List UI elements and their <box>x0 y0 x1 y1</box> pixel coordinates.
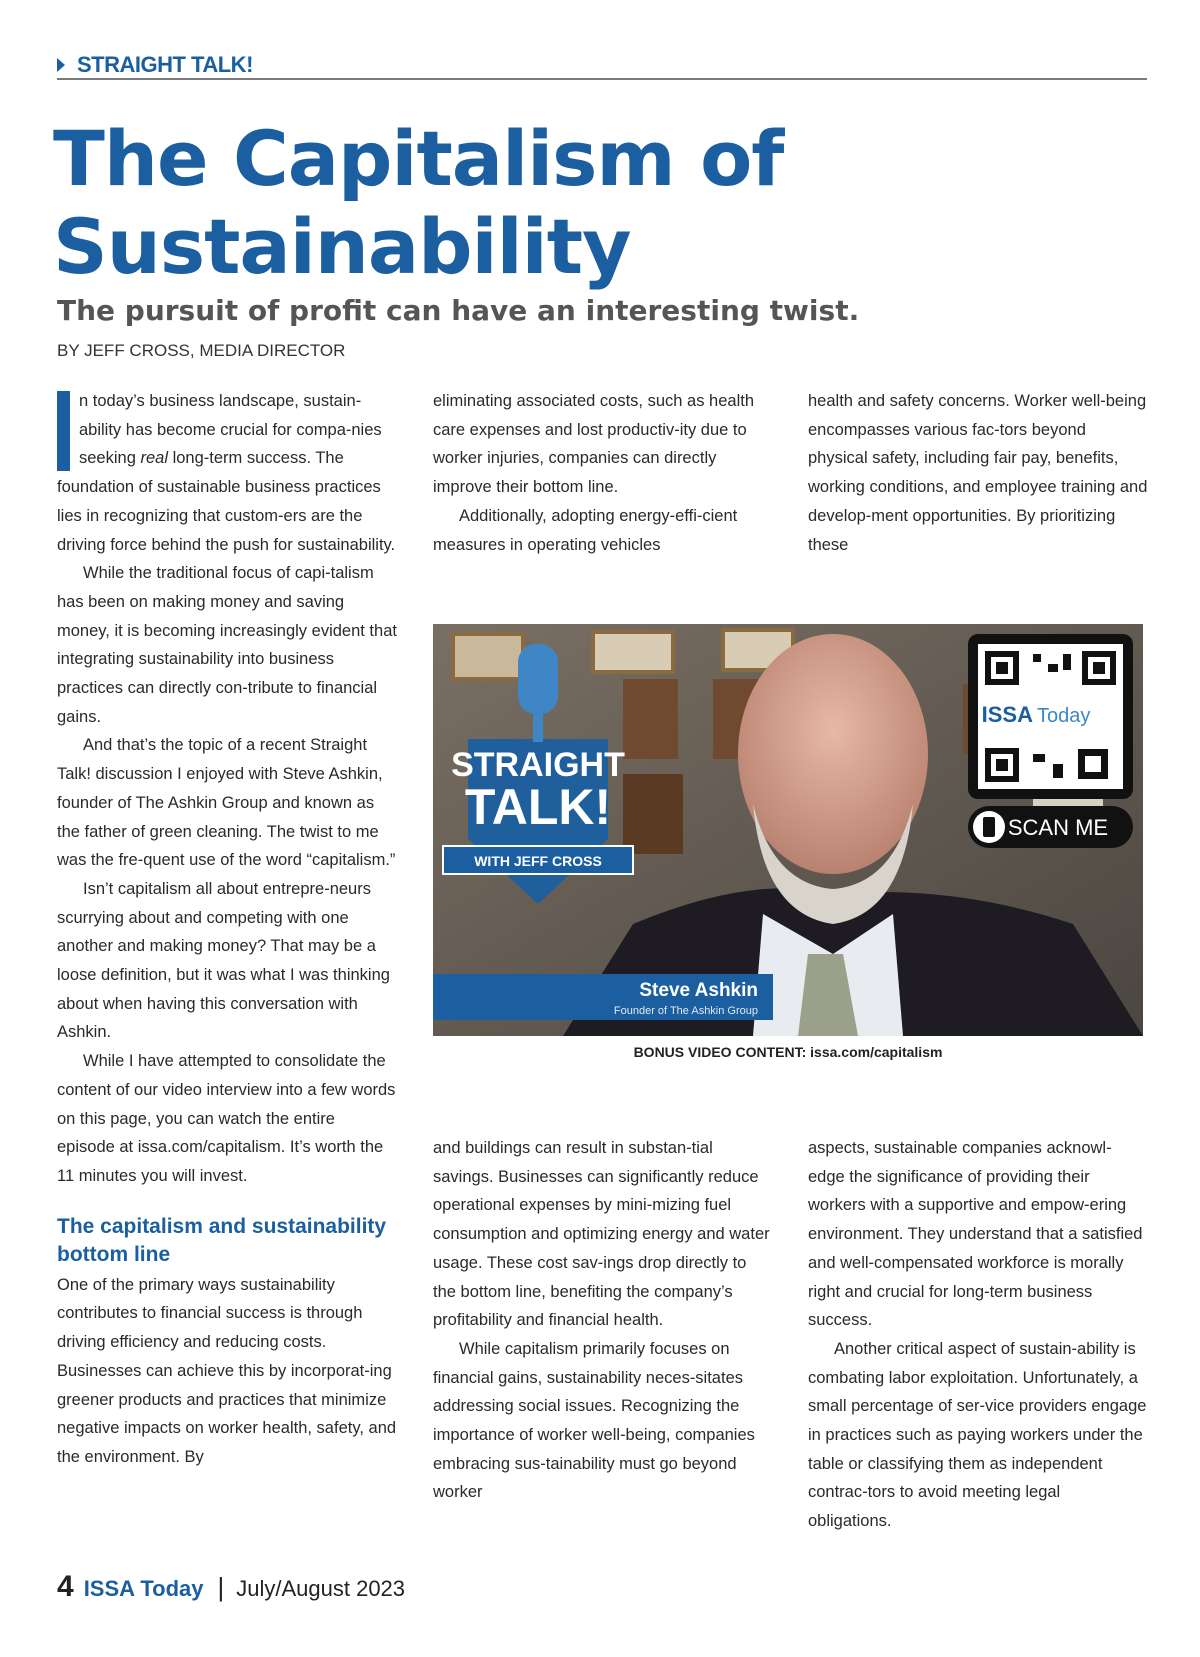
title-line-1: The Capitalism of <box>53 114 784 203</box>
title-line-2: Sustainability <box>53 202 631 291</box>
column-2-bottom <box>433 1134 773 1507</box>
publication-name: ISSA Today <box>83 1576 204 1601</box>
wall-plaque <box>623 679 678 759</box>
paragraph: eliminating associated costs, such as health care expenses and lost productiv-ity due to worker injuries, companies can directly improve their bottom line. <box>433 392 755 497</box>
caption-label: BONUS VIDEO CONTENT: <box>633 1044 807 1060</box>
section-label <box>57 54 1147 80</box>
paragraph: And that’s the topic of a recent Straight Talk! discussion I enjoyed with Steve Ashkin, founder of The Ashkin Group and known as the father of green cleaning. The twist to me was the fre-quent use of the word “capitalism.” <box>57 736 396 870</box>
paragraph: Isn’t capitalism all about entrepre-neurs scurrying about and competing with one another and making money? That may be a loose definition, but it was what I was thinking about when having this conversation with Ashkin. <box>57 879 390 1042</box>
page-footer <box>57 1570 405 1604</box>
logo-line-2: TALK! <box>464 779 612 835</box>
column-3-top <box>808 387 1148 559</box>
paragraph: One of the primary ways sustainability contributes to financial success is through driving efficiency and reducing costs. Businesses can achieve this by incorporat-ing greener products and practices that minimize negative impacts on worker health, safety, and the environment. By <box>57 1275 397 1466</box>
photo-caption <box>433 1044 1143 1060</box>
head <box>738 634 928 874</box>
paragraph: Additionally, adopting energy-effi-cient measures in operating vehicles <box>433 506 738 554</box>
byline: BY JEFF CROSS, MEDIA DIRECTOR <box>57 341 346 360</box>
paragraph: While capitalism primarily focuses on financial gains, sustainability neces-sitates addressing social issues. Recognizing the importance of worker well-being, companies embracing sus-tainability must go beyond worker <box>433 1339 755 1502</box>
qr-brand-today: Today <box>1037 705 1091 727</box>
caption-url[interactable]: issa.com/capitalism <box>810 1044 943 1060</box>
subheading: The capitalism and sustainability bottom line <box>57 1214 387 1266</box>
video-thumbnail[interactable] <box>433 624 1143 1036</box>
column-3-bottom <box>808 1134 1148 1536</box>
paragraph: Another critical aspect of sustain-ability is combating labor exploitation. Unfortunately, a small percentage of ser-vice providers engage in practices such as paying workers under the table or classifying them as independent contrac-tors to avoid meeting legal obligations. <box>808 1339 1147 1531</box>
emphasis-text: real <box>140 449 168 468</box>
paragraph <box>57 387 397 559</box>
paragraph: While the traditional focus of capi-talism has been on making money and saving money, it is becoming increasingly evident that integrating sustainability into business practices can directly con-tribute to financial gains. <box>57 564 397 726</box>
column-2-top <box>433 387 773 559</box>
column-1 <box>57 387 397 1472</box>
video-scene <box>433 624 1143 1036</box>
drop-cap-bar <box>57 391 70 471</box>
wall-frame <box>593 632 673 672</box>
article-title <box>53 115 1053 291</box>
triangle-bullet-icon <box>57 58 65 72</box>
section-label-text: STRAIGHT TALK! <box>77 52 253 77</box>
logo-line-1: STRAIGHT <box>451 746 625 784</box>
scan-me-label: SCAN ME <box>1007 815 1109 840</box>
wall-plaque <box>623 774 683 854</box>
page-number: 4 <box>57 1570 74 1603</box>
paragraph-text: long-term success. The foundation of sustainable business practices lies in recognizing that custom-ers are the driving force behind the push for sustainability. <box>57 449 396 554</box>
paragraph: aspects, sustainable companies acknowl-edge the significance of providing their workers with a supportive and empow-ering environment. They understand that a satisfied and well-compensated workforce is morally right and crucial for long-term business success. <box>808 1139 1143 1330</box>
paragraph: While I have attempted to consolidate the content of our video interview into a few words on this page, you can watch the entire episode at issa.com/capitalism. It’s worth the 11 minutes you will invest. <box>57 1052 396 1185</box>
speaker-name: Steve Ashkin <box>639 980 758 1001</box>
footer-separator: | <box>217 1572 225 1602</box>
issue-date: July/August 2023 <box>236 1576 406 1601</box>
wall-frame <box>453 634 523 679</box>
logo-ribbon-text: WITH JEFF CROSS <box>474 853 602 869</box>
article-subtitle: The pursuit of profit can have an interesting twist. <box>57 294 860 327</box>
qr-brand-issa: ISSA <box>981 702 1033 727</box>
paragraph: health and safety concerns. Worker well-being encompasses various fac-tors beyond physical safety, including fair pay, benefits, working conditions, and employee training and develop-ment opportunities. By prioritizing these <box>808 392 1148 554</box>
microphone-icon <box>518 644 558 714</box>
speaker-role: Founder of The Ashkin Group <box>613 1005 758 1017</box>
paragraph-text: n today’s business landscape, sustain-ability has become crucial for compa-nies seeking <box>79 392 382 468</box>
paragraph: and buildings can result in substan-tial savings. Businesses can significantly reduce operational expenses by mini-mizing fuel consumption and optimizing energy and water usage. These cost sav-ings drop directly to the bottom line, benefiting the company’s profitability and financial health. <box>433 1139 770 1330</box>
